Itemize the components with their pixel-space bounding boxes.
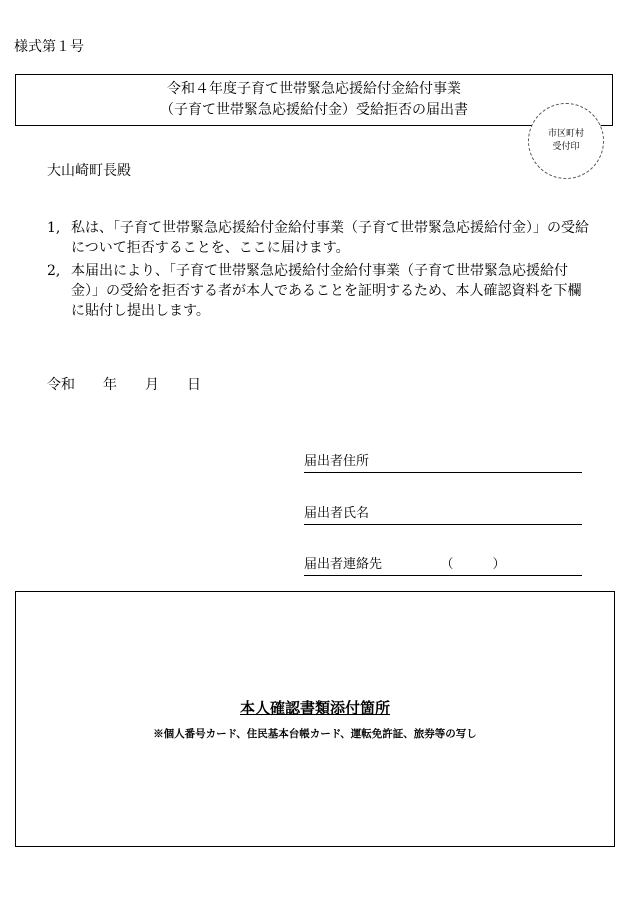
form-number: 様式第１号 — [14, 39, 84, 55]
id-document-attachment-area — [15, 591, 615, 847]
item-text: 本届出により、「子育て世帯緊急応援給付金給付事業（子育て世帯緊急応援給付金）」の受給を拒否する者が本人であることを証明するため、本人確認資料を下欄に貼付し提出します。 — [71, 263, 582, 319]
applicant-name-field[interactable]: 届出者氏名 — [304, 505, 582, 525]
item-number: 2, — [47, 263, 61, 279]
reception-stamp-circle — [528, 103, 604, 179]
stamp-label-line2: 受付印 — [552, 142, 580, 152]
id-section-note: ※個人番号カード、住民基本台帳カード、運転免許証、旅券等の写し — [153, 728, 477, 740]
item-text: 私は、「子育て世帯緊急応援給付金給付事業（子育て世帯緊急応援給付金）」の受給について拒否することを、ここに届けます。 — [71, 220, 589, 256]
document-title-line1: 令和４年度子育て世帯緊急応援給付金給付事業 — [167, 81, 461, 97]
item-number: 1, — [47, 220, 61, 236]
applicant-address-field[interactable]: 届出者住所 — [304, 453, 582, 473]
document-title-line2: （子育て世帯緊急応援給付金）受給拒否の届出書 — [160, 102, 468, 118]
declaration-items — [47, 218, 592, 324]
date-line: 令和 年 月 日 — [47, 377, 201, 393]
declaration-item — [47, 261, 592, 321]
stamp-label-line1: 市区町村 — [547, 129, 584, 139]
addressee: 大山崎町長殿 — [47, 163, 131, 179]
applicant-contact-field[interactable]: 届出者連絡先 （ ） — [304, 556, 582, 576]
document-title-box — [15, 74, 613, 126]
declaration-item — [47, 218, 592, 258]
id-section-title: 本人確認書類添付箇所 — [239, 699, 390, 717]
